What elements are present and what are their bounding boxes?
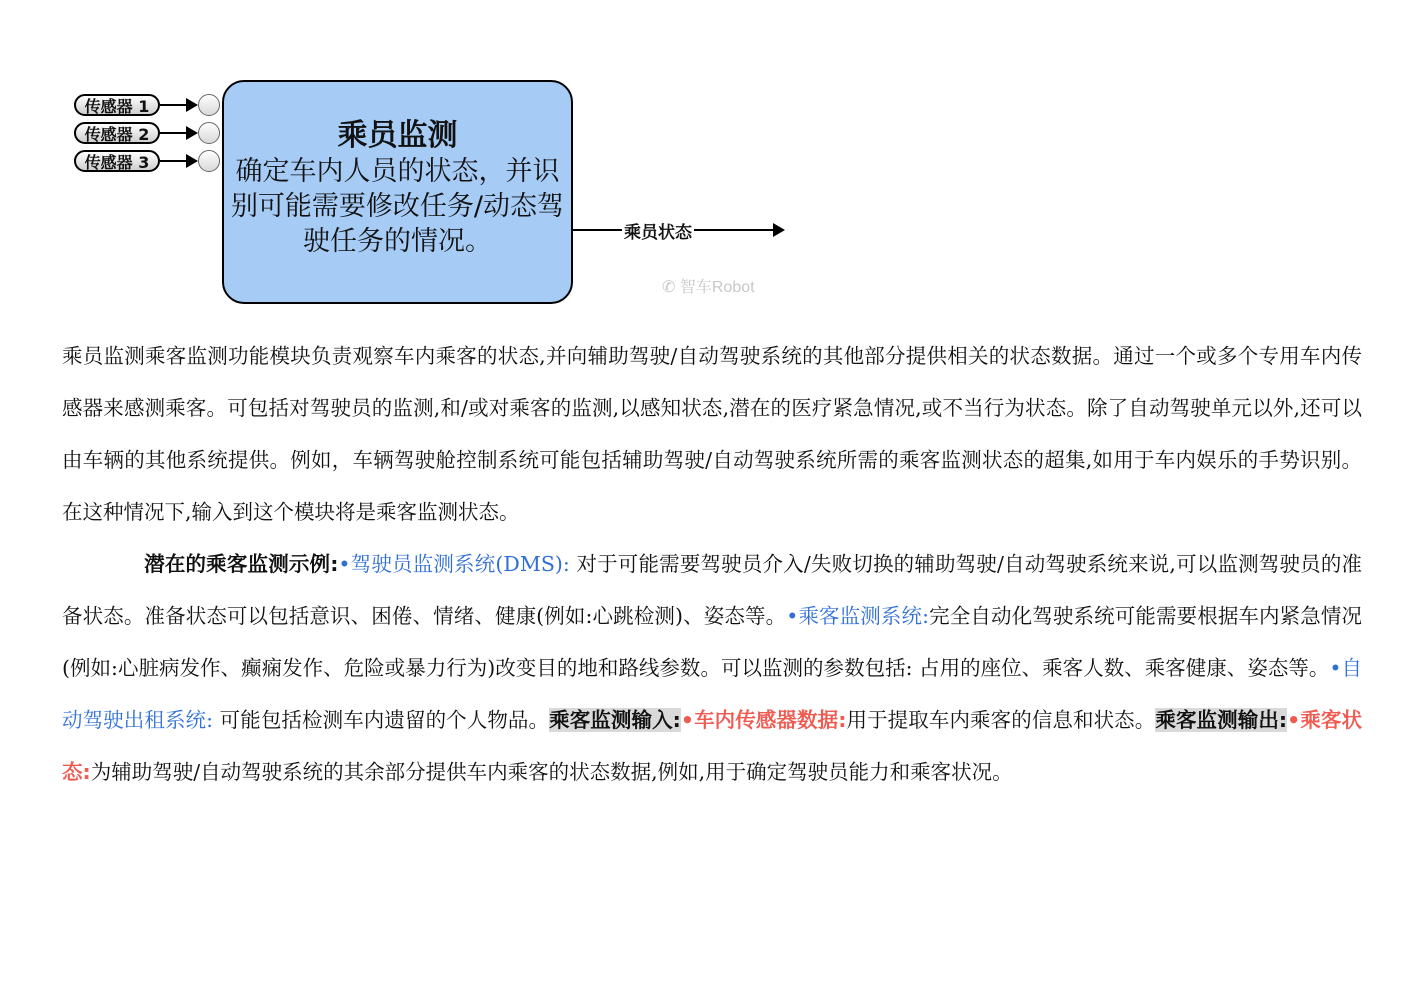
input-label: 乘客监测输入: (549, 708, 681, 732)
watermark-text: 智车Robot (679, 279, 755, 296)
dms-text: 对于可能需要驾驶员介入/失败切换的辅助驾驶/自动驾驶系统来说,可以监测驾驶员的准备状态。准备状态可以包括意识、困倦、情绪、健康(例如:心跳检测)、姿态等。 (62, 552, 1362, 628)
taxi-label: •自动驾驶出租系统: (62, 656, 1362, 732)
input-port-2 (198, 122, 220, 144)
output-item: •乘客状态: (62, 708, 1363, 784)
sensor-3-label: 传感器 3 (74, 150, 160, 172)
examples-paragraph (62, 538, 1362, 798)
sensor-1-label: 传感器 1 (74, 94, 160, 116)
output-text: 为辅助驾驶/自动驾驶系统的其余部分提供车内乘客的状态数据,例如,用于确定驾驶员能力和乘客状况。 (90, 760, 1013, 784)
sensor-2-label: 传感器 2 (74, 122, 160, 144)
taxi-text: 可能包括检测车内遗留的个人物品。 (213, 708, 550, 732)
input-text: 用于提取车内乘客的信息和状态。 (846, 708, 1156, 732)
sensor-3-arrow (160, 160, 196, 162)
input-item: •车内传感器数据: (680, 708, 847, 732)
input-port-3 (198, 150, 220, 172)
dms-label: •驾驶员监测系统(DMS): (338, 552, 570, 576)
block-description: 确定车内人员的状态，并识别可能需要修改任务/动态驾驶任务的情况。 (230, 156, 565, 257)
occupant-monitoring-block (222, 80, 573, 304)
occupant-monitoring-diagram (0, 0, 820, 320)
examples-heading: 潜在的乘客监测示例: (144, 552, 339, 576)
block-title: 乘员监测 (337, 118, 458, 153)
pms-label: •乘客监测系统: (786, 604, 930, 628)
body-text (62, 330, 1362, 798)
output-label: 乘员状态 (622, 218, 694, 243)
intro-paragraph: 乘员监测乘客监测功能模块负责观察车内乘客的状态,并向辅助驾驶/自动驾驶系统的其他部分提供相关的状态数据。通过一个或多个专用车内传感器来感测乘客。可包括对驾驶员的监测,和/或对乘客的监测,以感知状态,潜在的医疗紧急情况,或不当行为状态。除了自动驾驶单元以外,还可以由车辆的其他系统提供。例如，车辆驾驶舱控制系统可能包括辅助驾驶/自动驾驶系统所需的乘客监测状态的超集,如用于车内娱乐的手势识别。在这种情况下,输入到这个模块将是乘客监测状态。 (62, 344, 1362, 524)
sensor-1-arrow (160, 104, 196, 106)
wechat-icon: ✆ (662, 279, 676, 296)
pms-text: 完全自动化驾驶系统可能需要根据车内紧急情况(例如:心脏病发作、癫痫发作、危险或暴力行为)改变目的地和路线参数。可以监测的参数包括: 占用的座位、乘客人数、乘客健康、姿态等。 (62, 604, 1363, 680)
sensor-2-arrow (160, 132, 196, 134)
watermark (662, 274, 755, 297)
input-port-1 (198, 94, 220, 116)
output-label: 乘客监测输出: (1155, 708, 1288, 732)
